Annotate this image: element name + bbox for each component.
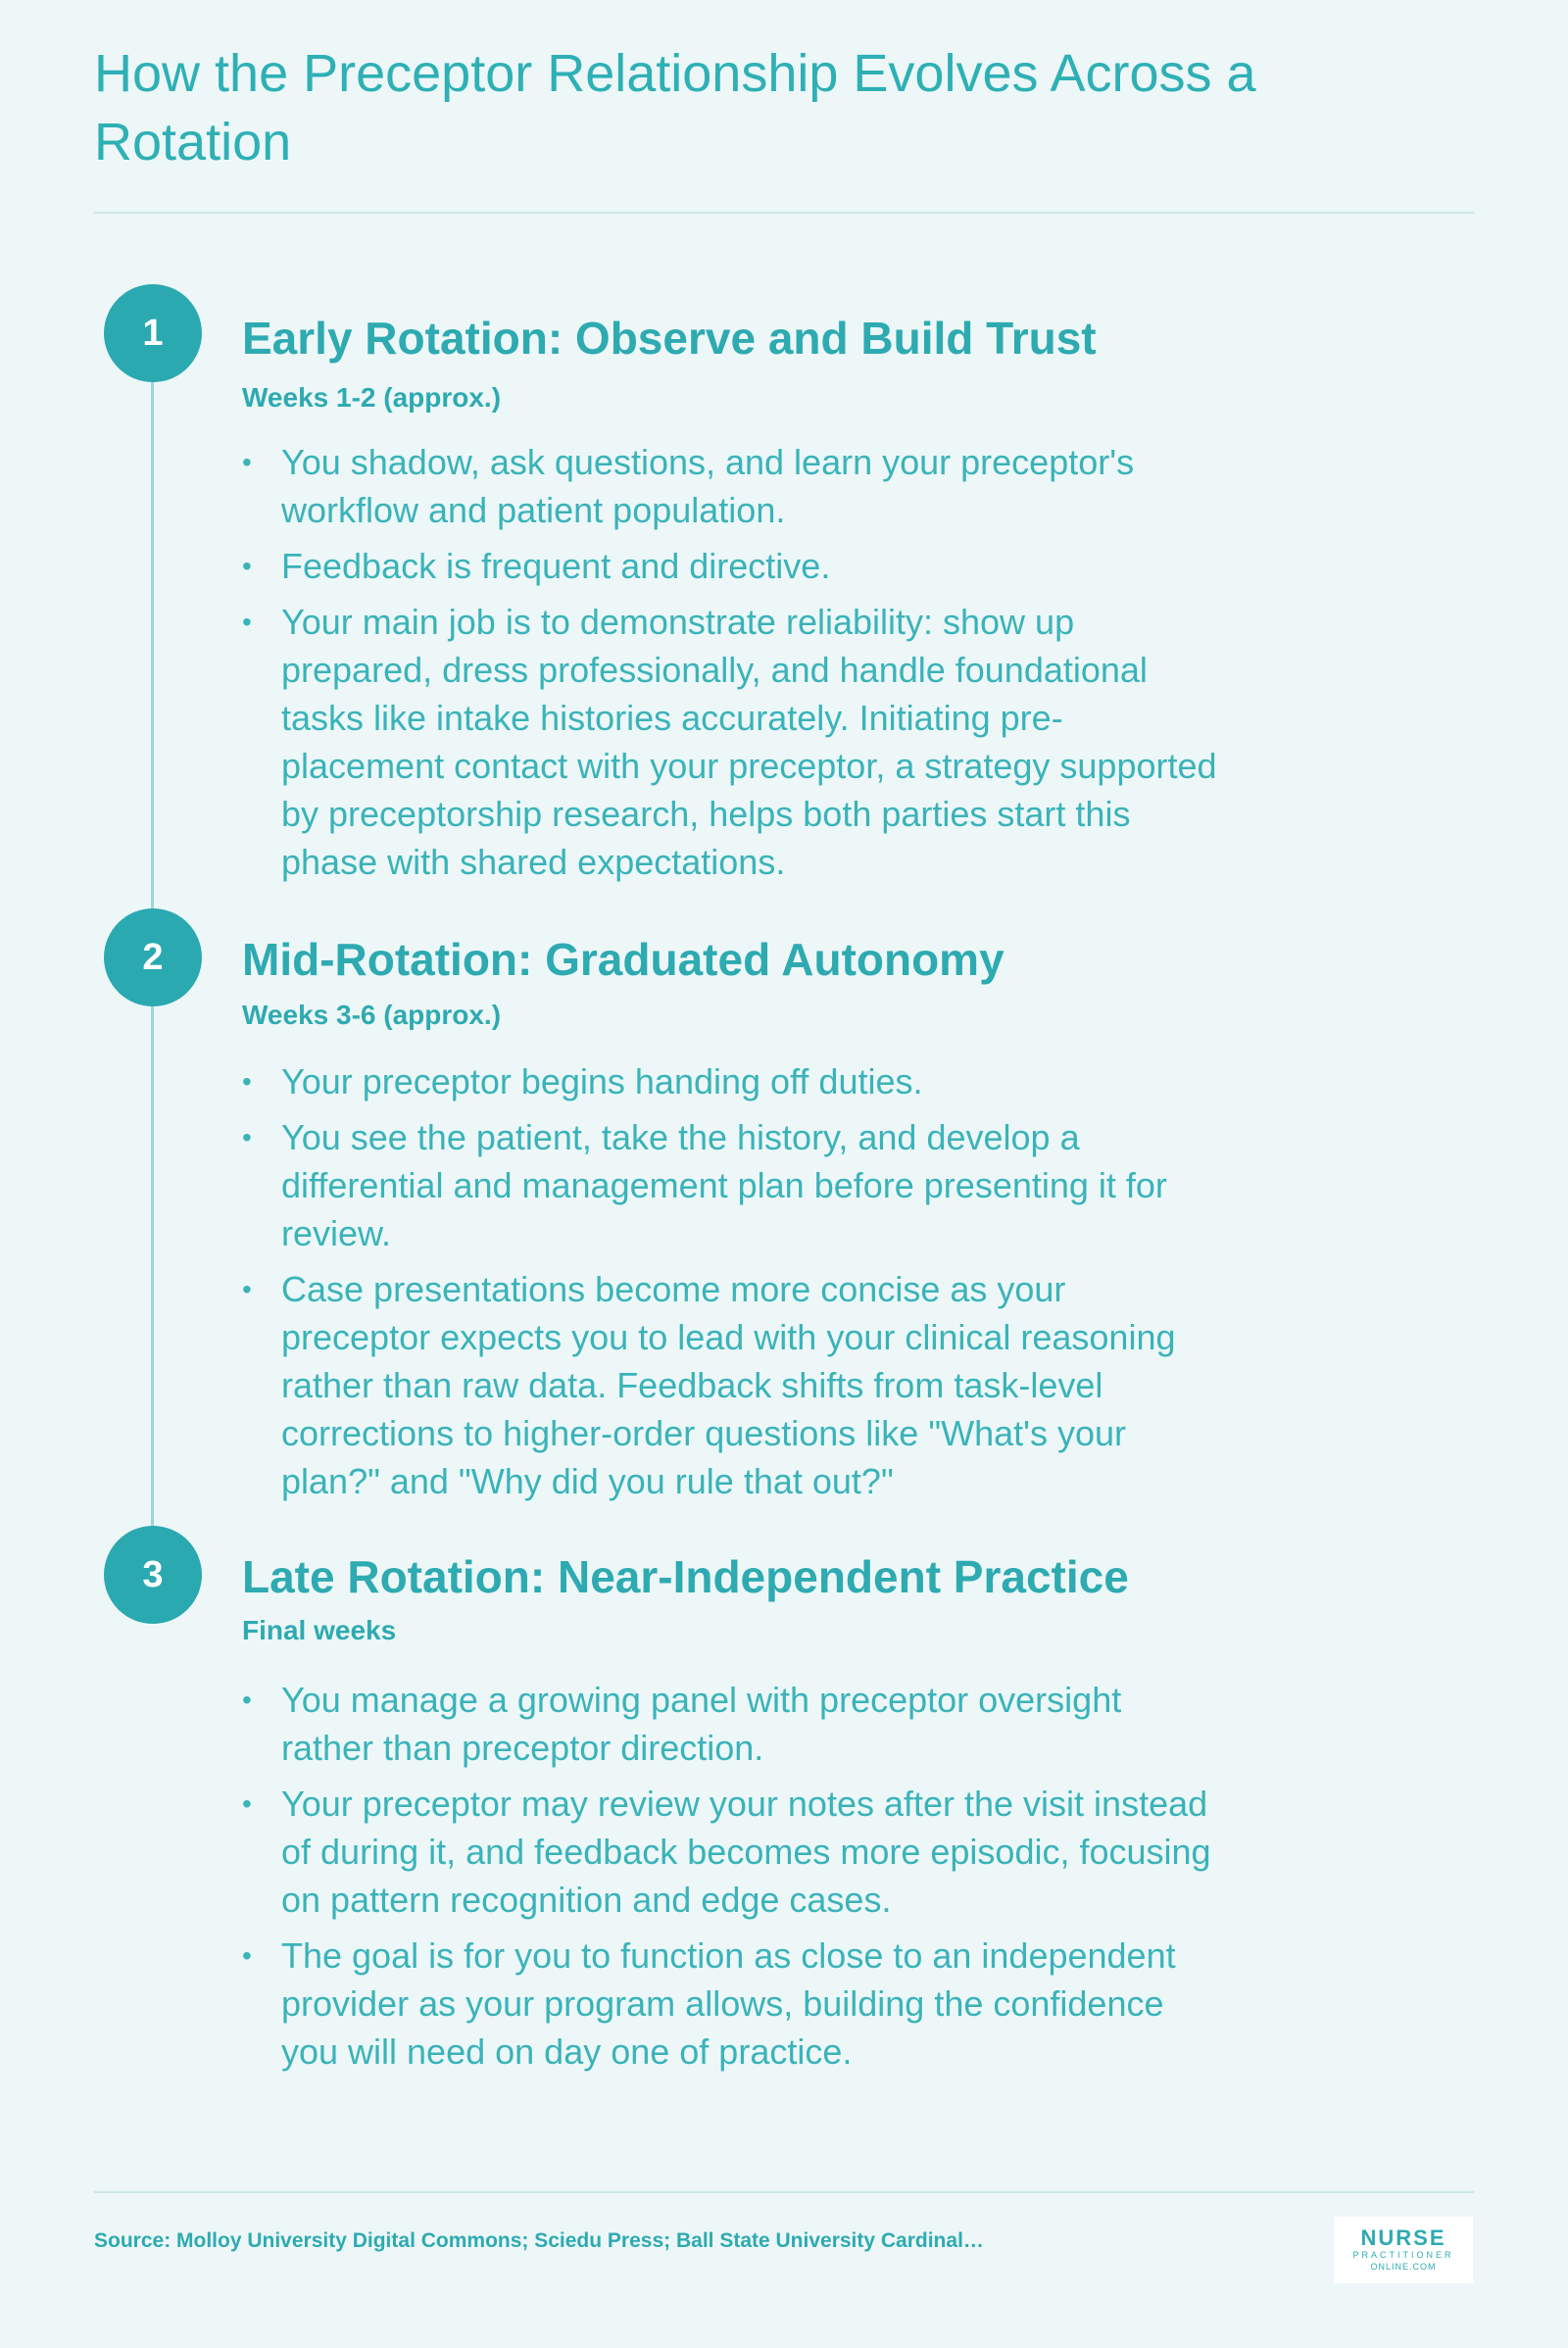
brand-logo bbox=[1334, 2217, 1473, 2283]
top-divider bbox=[94, 212, 1474, 214]
list-item: • Your preceptor may review your notes after the visit instead of during it, and feedback becomes more episodic, focusing on pattern recognition and edge cases. bbox=[242, 1780, 1222, 1924]
step-title: Mid-Rotation: Graduated Autonomy bbox=[242, 934, 1004, 985]
step-title: Early Rotation: Observe and Build Trust bbox=[242, 313, 1097, 364]
step-subtitle: Final weeks bbox=[242, 1615, 397, 1645]
logo-tagline: PRACTITIONER bbox=[1352, 2250, 1454, 2260]
step-bullet-list bbox=[242, 1676, 1222, 2083]
step-bullet-list bbox=[242, 1057, 1222, 1513]
logo-domain: ONLINE.COM bbox=[1370, 2262, 1437, 2272]
list-item: • Your main job is to demonstrate reliability: show up prepared, dress professionally, and handle foundational tasks like intake histories accurately. Initiating pre-placement contact with your preceptor, a strategy supported by preceptorship research, helps both parties start this phase with shared expectations. bbox=[242, 598, 1222, 886]
list-item: • You shadow, ask questions, and learn your preceptor's workflow and patient population. bbox=[242, 438, 1222, 534]
list-item: • The goal is for you to function as close to an independent provider as your program allows, building the confidence you will need on day one of practice. bbox=[242, 1932, 1222, 2076]
bottom-divider bbox=[94, 2191, 1474, 2193]
step-number-badge: 1 bbox=[104, 284, 202, 382]
step-subtitle: Weeks 3-6 (approx.) bbox=[242, 1000, 502, 1030]
step-number-badge: 2 bbox=[104, 908, 202, 1006]
logo-wordmark: NURSE bbox=[1360, 2226, 1446, 2250]
list-item: • Case presentations become more concise as your preceptor expects you to lead with your clinical reasoning rather than raw data. Feedback shifts from task-level corrections to higher-order questions like "What's your plan?" and "Why did you rule that out?" bbox=[242, 1265, 1222, 1505]
list-item: • You manage a growing panel with preceptor oversight rather than preceptor direction. bbox=[242, 1676, 1222, 1772]
step-title: Late Rotation: Near-Independent Practice bbox=[242, 1551, 1129, 1602]
step-number-badge: 3 bbox=[104, 1526, 202, 1624]
step-bullet-list bbox=[242, 438, 1222, 894]
step-subtitle: Weeks 1-2 (approx.) bbox=[242, 382, 502, 413]
source-citation: Source: Molloy University Digital Commons; Sciedu Press; Ball State University Cardinal… bbox=[94, 2229, 984, 2252]
list-item: • You see the patient, take the history, and develop a differential and management plan before presenting it for review. bbox=[242, 1113, 1222, 1257]
page-title: How the Preceptor Relationship Evolves Across a Rotation bbox=[94, 44, 1256, 171]
list-item: • Your preceptor begins handing off duties. bbox=[242, 1057, 1222, 1105]
list-item: • Feedback is frequent and directive. bbox=[242, 542, 1222, 590]
